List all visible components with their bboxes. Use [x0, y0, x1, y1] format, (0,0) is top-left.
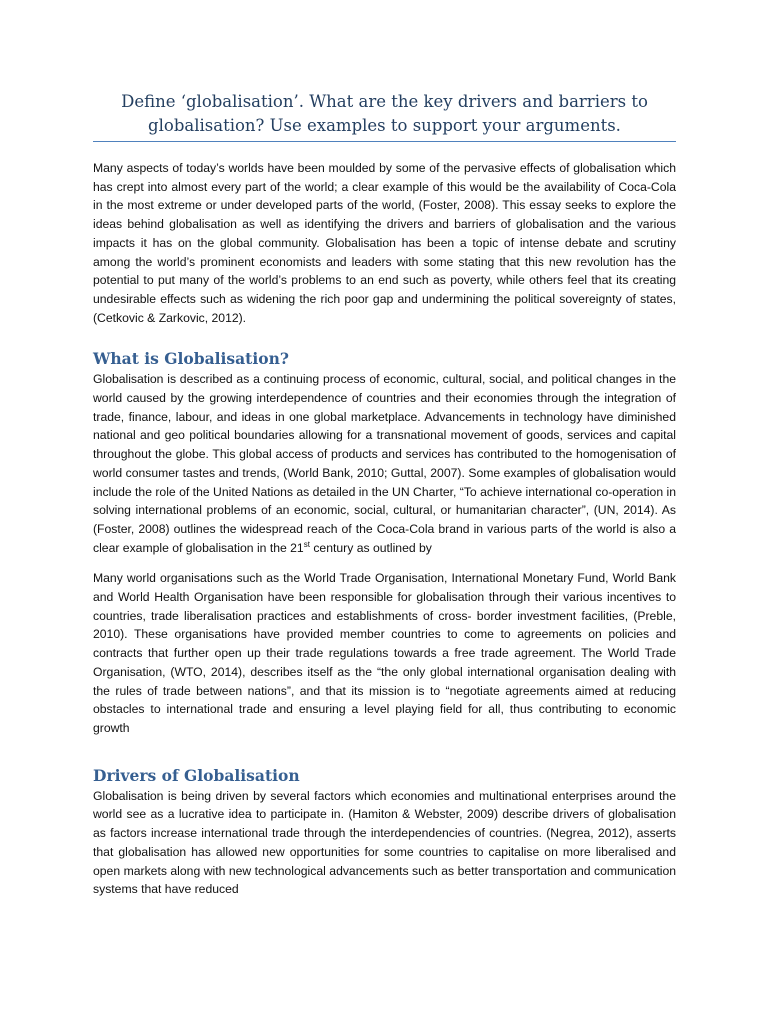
drivers-paragraph-1: Globalisation is being driven by several factors which economies and multinational enterprises around the world see as a lucrative idea to participate in. (Hamiton & Webster, 2009) describe drivers of globalisation as factors increase international trade through the interdependencies of countries. (Negrea, 2012), asserts that globalisation has allowed new opportunities for some countries to capitalise on more liberalised and open markets along with new technological advancements such as better transportation and communication systems that have reduced [93, 788, 676, 897]
section-heading-what-is-globalisation: What is Globalisation? [93, 349, 289, 369]
intro-paragraph: Many aspects of today’s worlds have been moulded by some of the pervasive effects of globalisation which has crept into almost every part of the world; a clear example of this would be the availability of Coca-Cola in the most extreme or under developed parts of the world, (Foster, 2008). This essay seeks to explore the ideas behind globalisation as well as identifying the drivers and barriers of globalisation and the various impacts it has on the global community. Globalisation has been a topic of intense debate and scrutiny among the world’s prominent economists and leaders with some stating that this new revolution has the potential to put many of the world’s problems to an end such as poverty, while others feel that its creating undesirable effects such as widening the rich poor gap and undermining the political sovereignty of states, (Cetkovic & Zarkovic, 2012). [93, 161, 676, 325]
section-heading-drivers-of-globalisation: Drivers of Globalisation [93, 765, 300, 785]
superscript-st: st [303, 539, 310, 549]
what-paragraph-2: Many world organisations such as the World Trade Organisation, International Monetary Fund, World Bank and World Health Organisation have been responsible for globalisation through their various incentives to countries, trade liberalisation practices and establishments of cross- border investment facilities, (Preble, 2010). These organisations have provided member countries to come to agreements on policies and contracts that further open up their trade regulations towards a free trade agreement. The World Trade Organisation, (WTO, 2014), describes itself as the “the only global international organisation dealing with the rules of trade between nations”, and that its mission is to “negotiate agreements aimed at reducing obstacles to international trade and ensuring a level playing field for all, thus contributing to economic growth [93, 571, 676, 735]
what-paragraph-1-text: Globalisation is described as a continuing process of economic, cultural, social, and political changes in the world caused by the growing interdependence of countries and their economies through the integration of trade, finance, labour, and ideas in one global marketplace. Advancements in technology have diminished national and geo political boundaries allowing for a transnational movement of goods, services and capital throughout the globe. This global access of products and services has contributed to the homogenisation of world consumer tastes and trends, (World Bank, 2010; Guttal, 2007). Some examples of globalisation would include the role of the United Nations as detailed in the UN Charter, “To achieve international co-operation in solving international problems of an economic, social, cultural, or humanitarian character”, (UN, 2014). As (Foster, 2008) outlines the widespread reach of the Coca-Cola brand in various parts of the world is also a clear example of globalisation in the 21 [93, 372, 676, 555]
what-paragraph-1-end: century as outlined by [309, 540, 432, 555]
document-title: Define ‘globalisation’. What are the key drivers and barriers to globalisation? Use examples to support your arguments. [93, 90, 676, 142]
what-paragraph-1 [93, 370, 676, 557]
